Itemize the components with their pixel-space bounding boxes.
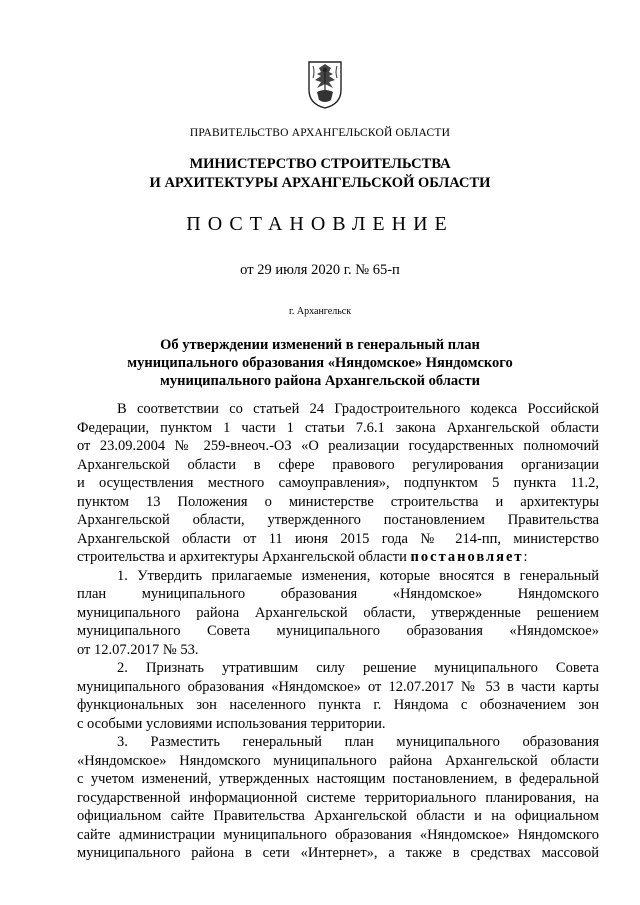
item-2-line: муниципального образования «Няндомское» от 12.07.2017 № 53 в части карты xyxy=(77,678,599,695)
subject-line: муниципального района Архангельской области xyxy=(159,373,481,389)
body-line: пунктом 13 Положения о министерстве строительства и архитектуры xyxy=(77,493,599,510)
item-3-line: государственной информационной системе территориального планирования, на xyxy=(77,789,599,806)
item-3-line: сайте администрации муниципального образования «Няндомское» Няндомского xyxy=(77,826,599,843)
document-city: г. Архангельск xyxy=(288,306,352,317)
body-line: Архангельской области от 11 июня 2015 года № 214-пп, министерство xyxy=(77,530,599,547)
resolves-word: постановляет xyxy=(410,549,524,565)
document-subject xyxy=(0,336,640,390)
government-name: ПРАВИТЕЛЬСТВО АРХАНГЕЛЬСКОЙ ОБЛАСТИ xyxy=(189,127,451,139)
item-1-line: муниципального района Архангельской области, утвержденные решением xyxy=(77,604,599,621)
item-3-line: 3. Разместить генеральный план муниципального образования xyxy=(117,734,599,750)
ministry-line: И АРХИТЕКТУРЫ АРХАНГЕЛЬСКОЙ ОБЛАСТИ xyxy=(149,175,491,191)
item-3-line: муниципального района в сети «Интернет», а также в средствах массовой xyxy=(77,845,599,861)
item-2-line: с особыми условиями использования территории. xyxy=(77,715,386,732)
document-type: ПОСТАНОВЛЕНИЕ xyxy=(186,213,454,235)
ministry-line: МИНИСТЕРСТВО СТРОИТЕЛЬСТВА xyxy=(189,156,451,172)
archangel-coat-of-arms-icon xyxy=(303,58,347,110)
item-1-line: 1. Утвердить прилагаемые изменения, которые вносятся в генеральный xyxy=(117,567,599,584)
item-2-line: функциональных зон населенного пункта г. Няндома с обозначением зон xyxy=(77,697,599,713)
item-2-line: 2. Признать утратившим силу решение муниципального Совета xyxy=(117,660,599,676)
body-line: Архангельской области, утвержденного постановлением Правительства xyxy=(77,512,599,528)
body-line: от 23.09.2004 № 259-внеоч.-ОЗ «О реализации государственных полномочий xyxy=(77,438,599,454)
subject-line: Об утверждении изменений в генеральный план xyxy=(160,337,480,353)
subject-line: муниципального образования «Няндомское» Няндомского xyxy=(127,355,513,371)
document-body xyxy=(77,400,599,863)
item-3-line: «Няндомское» Няндомского муниципального района Архангельской области xyxy=(77,752,599,769)
body-line: и осуществления местного самоуправления», подпунктом 5 пункта 11.2, xyxy=(77,475,599,491)
body-line: Архангельской области в сфере правового регулирования организации xyxy=(77,456,599,473)
resolves-colon: : xyxy=(523,549,528,565)
body-line: Федерации, пунктом 1 части 1 статьи 7.6.1 закона Архангельской области xyxy=(77,419,599,436)
item-3-line: с учетом изменений, утвержденных настоящим постановлением, в федеральной xyxy=(77,771,599,787)
document-date-number: от 29 июля 2020 г. № 65-п xyxy=(240,262,400,278)
item-3-line: официальном сайте Правительства Архангельской области и на официальном xyxy=(77,808,599,824)
item-1-line: план муниципального образования «Няндомское» Няндомского xyxy=(77,586,599,602)
item-1-line: муниципального Совета муниципального образования «Няндомское» xyxy=(77,623,599,639)
body-line-resolves xyxy=(77,548,599,567)
body-text: строительства и архитектуры Архангельской области xyxy=(77,549,411,565)
body-line: В соответствии со статьей 24 Градостроительного кодекса Российской xyxy=(117,401,599,417)
ministry-name xyxy=(0,155,640,193)
item-1-line: от 12.07.2017 № 53. xyxy=(77,641,199,658)
